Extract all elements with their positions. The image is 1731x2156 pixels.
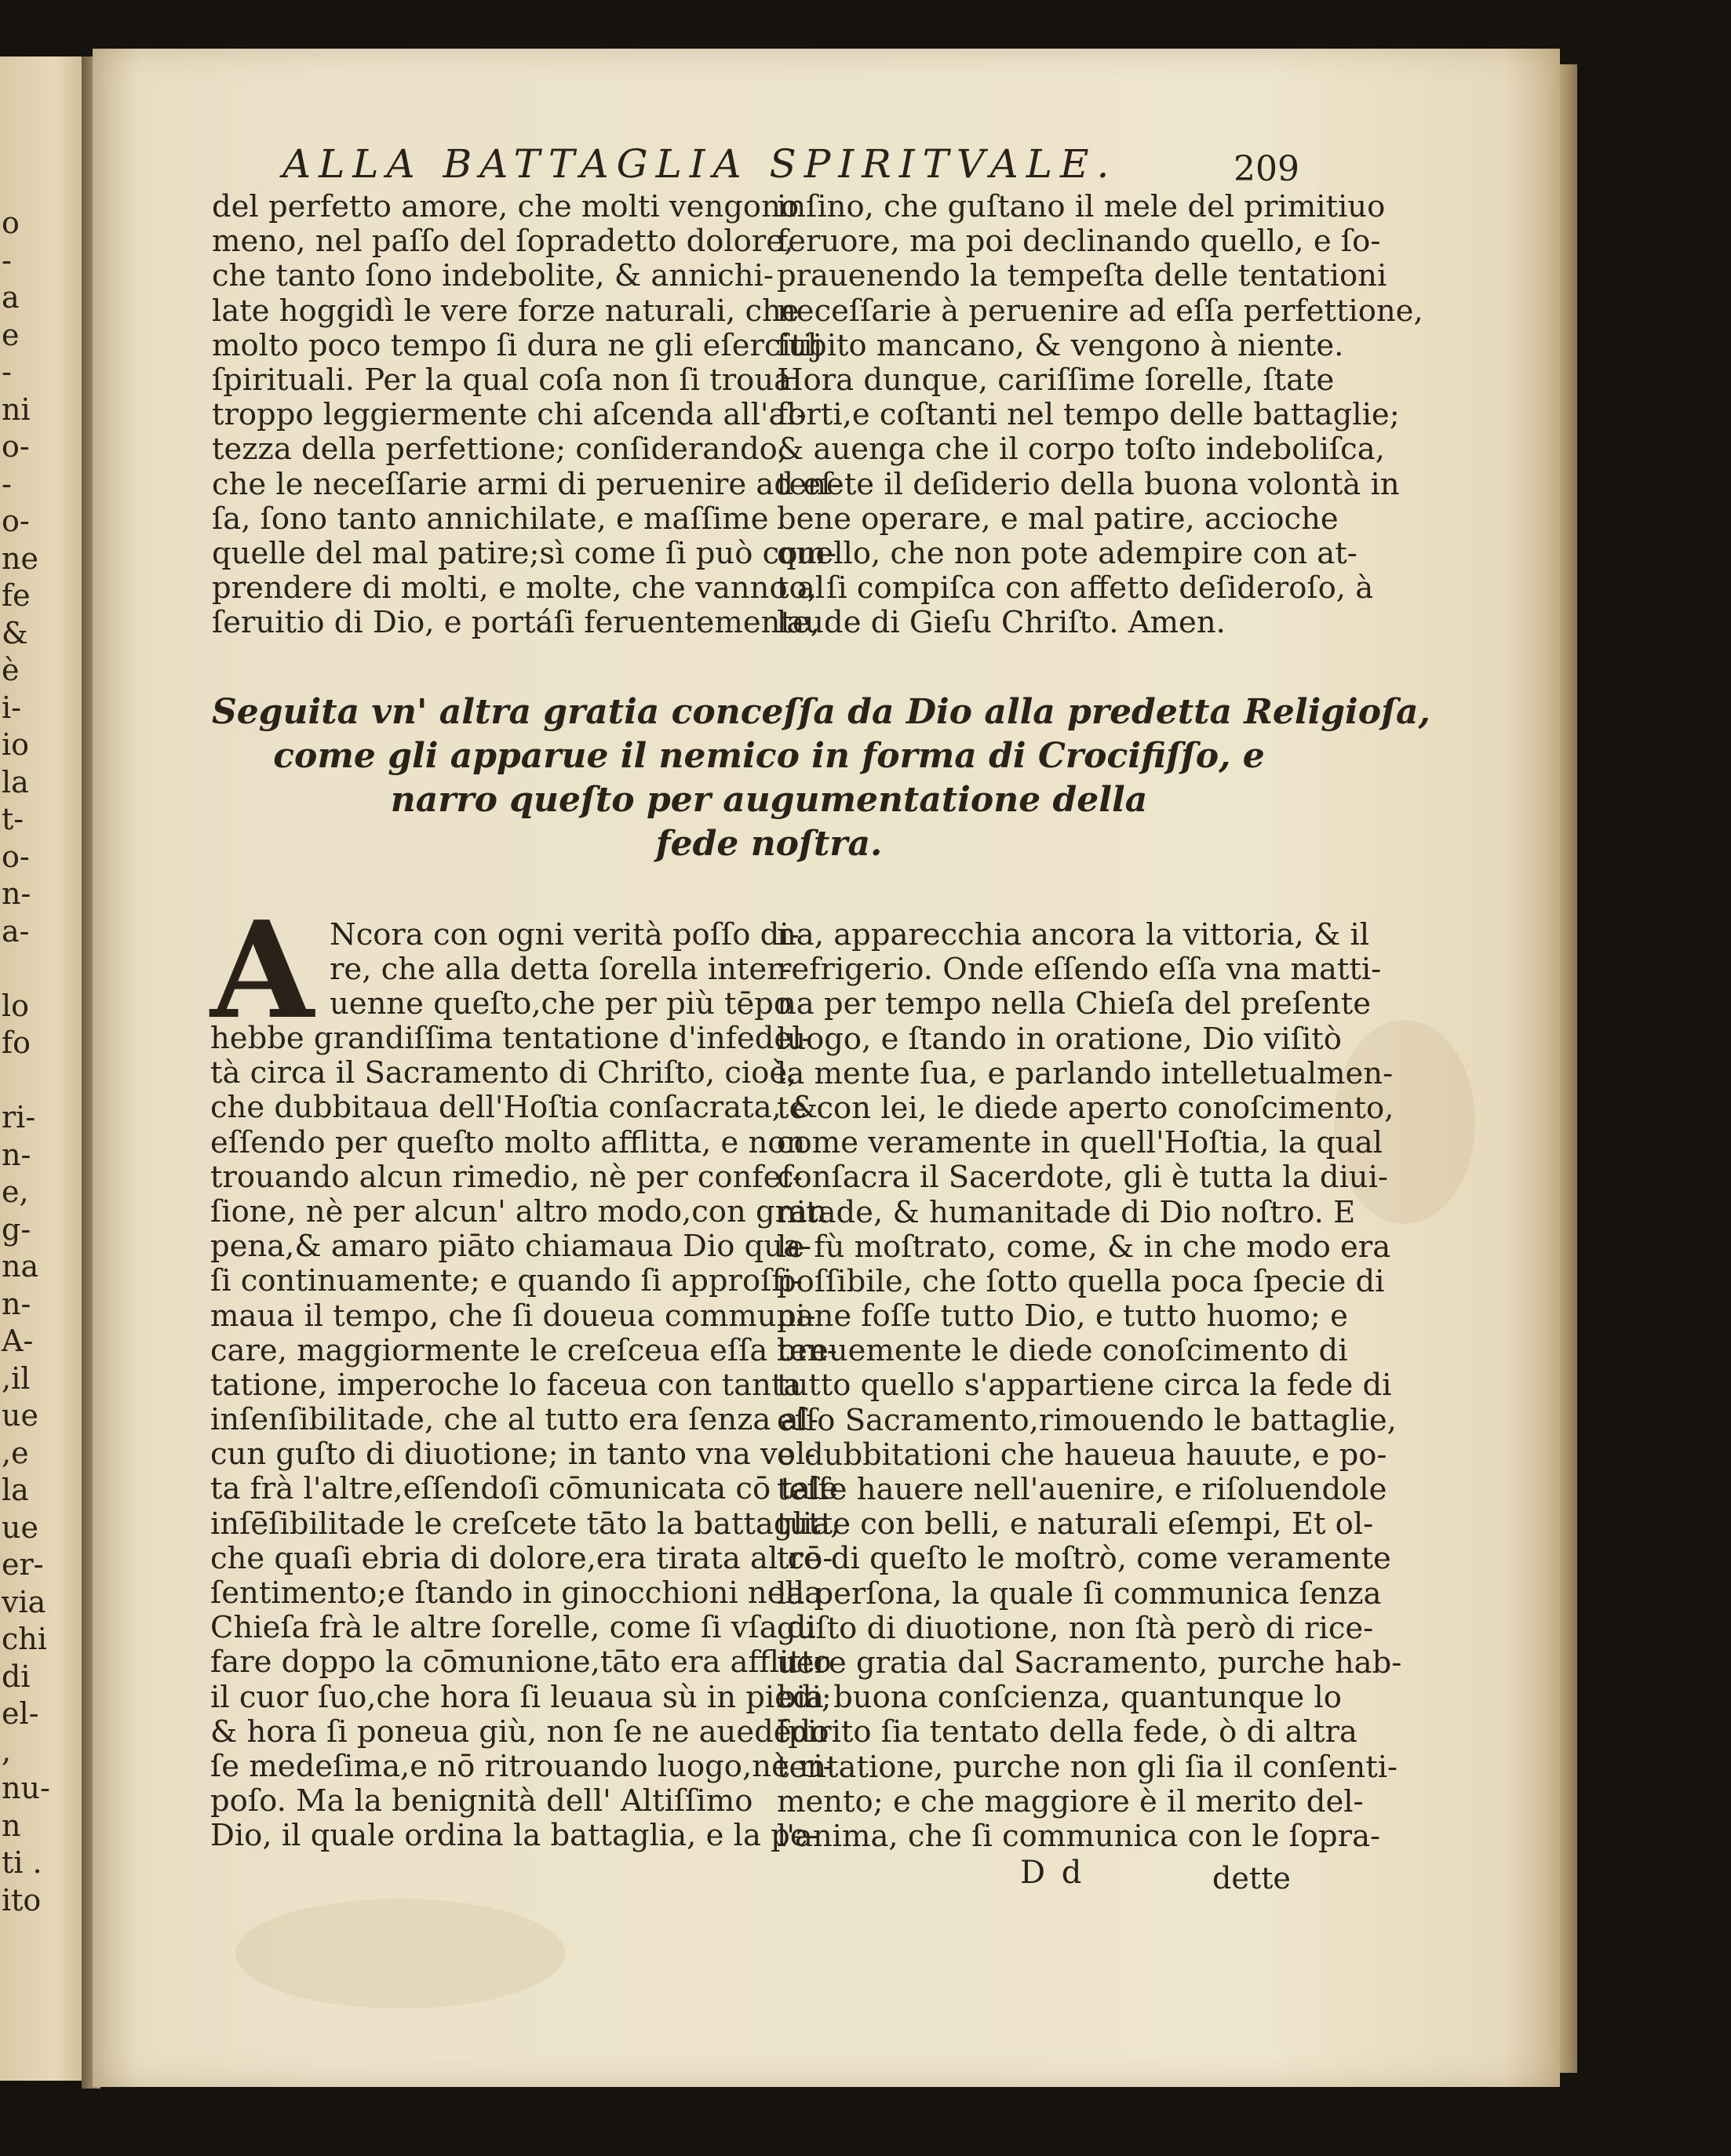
facing-page-fragment: e [2, 317, 20, 352]
text-line: to, ſi compiſca con affetto deſideroſo, à [777, 570, 1374, 606]
text-line: ſubito mancano, & vengono à niente. [777, 327, 1344, 363]
text-line: quelle del mal patire;sì come ſi può com- [212, 535, 836, 571]
text-line: bia buona conſcienza, quantunque lo [777, 1680, 1342, 1716]
text-column-1 [212, 189, 843, 641]
text-line: narro queſto per augumentatione della [390, 780, 1148, 820]
text-line: poſo. Ma la benignità dell' Altiſſimo [210, 1783, 753, 1819]
text-line: ſione, nè per alcun' altro modo,con gran [210, 1193, 827, 1229]
text-line: e dubbitationi che haueua hauute, e po- [777, 1437, 1387, 1473]
text-line: del perfetto amore, che molti vengono [212, 189, 800, 224]
facing-page-fragment: via [2, 1584, 46, 1619]
facing-page-fragment: n [2, 1808, 21, 1843]
text-line: late hoggidì le vere forze naturali, che [212, 293, 800, 329]
text-line: meno, nel paſſo del ſopradetto dolore, [212, 224, 794, 260]
facing-page-fragment: ue [2, 1510, 38, 1545]
text-line: refrigerio. Onde eſſendo eſſa vna matti- [777, 952, 1382, 988]
text-line: te con lei, le diede aperto conoſcimento, [777, 1090, 1394, 1126]
text-line: ſi continuamente; e quando ſi approſſi- [210, 1263, 803, 1299]
text-line: ſa, ſono tanto annichilate, e maſſime [212, 501, 769, 537]
facing-page-fragment: A- [2, 1324, 34, 1358]
text-line: molto poco tempo ſi dura ne gli eſercitij [212, 327, 822, 363]
text-line: Seguita vn' altra gratia conceſſa da Dio alla predetta Religioſa, [212, 692, 1430, 732]
text-line: pena,& amaro piāto chiamaua Dio qua- [210, 1229, 812, 1265]
text-line: care, maggiormente le creſceua eſſa ten- [210, 1332, 837, 1368]
text-line: cun guſto di diuotione; in tanto vna vol- [210, 1437, 816, 1473]
facing-page-fragment: ,e [2, 1435, 29, 1470]
text-line: prendere di molti, e molte, che vanno al [212, 570, 825, 606]
text-line: tà circa il Sacramento di Chriſto, cioè, [210, 1055, 797, 1091]
facing-page-fragment: fe [2, 578, 31, 613]
facing-page-edge [0, 56, 93, 2081]
facing-page-fragment: ti . [2, 1845, 42, 1880]
section-heading [212, 690, 1430, 866]
text-line: il cuor ſuo,che hora ſi leuaua sù in piedi; [210, 1679, 832, 1715]
text-line: pane foſſe tutto Dio, e tutto huomo; e [777, 1298, 1348, 1335]
facing-page-fragment: chi [2, 1622, 47, 1656]
text-line: mento; e che maggiore è il merito del- [777, 1783, 1364, 1819]
facing-page-fragment: - [2, 466, 12, 501]
text-line: hebbe grandiſſima tentatione d'infedel- [210, 1021, 812, 1056]
text-line: feruore, ma poi declinando quello, e ſo- [777, 224, 1381, 260]
text-line: ſe medeſima,e nō ritrouando luogo,nè ri- [210, 1748, 833, 1784]
facing-page-fragment: & [2, 615, 28, 650]
text-line: re, che alla detta ſorella inter- [330, 952, 792, 988]
running-head: ALLA BATTAGLIA SPIRITVALE. [282, 141, 1117, 187]
facing-page-fragment: la [2, 764, 29, 799]
facing-page-fragment: la [2, 1473, 29, 1507]
text-line: tre di queſto le moſtrò, come veramente [777, 1541, 1391, 1577]
text-line: uere gratia dal Sacramento, purche hab- [777, 1644, 1402, 1681]
facing-page-fragment: ue [2, 1398, 38, 1433]
text-line: conſacra il Sacerdote, gli è tutta la diui- [777, 1160, 1388, 1196]
text-line: inſino, che guſtano il mele del primitiuo [777, 189, 1386, 224]
facing-page-fragment: e, [2, 1175, 29, 1209]
text-line: l'anima, che ſi communica con le ſopra- [777, 1818, 1381, 1854]
text-line: Dio, il quale ordina la battaglia, e la pe- [210, 1818, 818, 1854]
text-line: eſſo Sacramento,rimouendo le battaglie, [777, 1402, 1397, 1438]
text-line: che tanto ſono indebolite, & annichi- [212, 258, 774, 294]
facing-page-fragment: nu- [2, 1771, 50, 1805]
facing-page-fragment: ito [2, 1882, 42, 1917]
text-line: na per tempo nella Chieſa del preſente [777, 986, 1371, 1022]
facing-page-fragment: er- [2, 1547, 44, 1582]
text-line: & hora ſi poneua giù, non ſe ne auedēdo [210, 1714, 829, 1750]
text-line: prauenendo la tempeſta delle tentationi [777, 258, 1387, 294]
text-line: eſſendo per queſto molto afflitta, e non [210, 1124, 806, 1160]
facing-page-fragment: ri- [2, 1100, 36, 1134]
facing-page-fragment: ne [2, 541, 38, 576]
facing-page-fragment: , [2, 1733, 12, 1768]
text-line: luogo, e ſtando in oratione, Dio viſitò [777, 1021, 1342, 1057]
facing-page-fragment: n- [2, 1286, 31, 1321]
text-line: nitade, & humanitade di Dio noſtro. E [777, 1194, 1356, 1230]
text-column-4 [777, 917, 1402, 1854]
drop-cap: A [210, 892, 314, 1049]
text-line: bene operare, e mal patire, accioche [777, 501, 1339, 537]
text-line: & auenga che il corpo toſto indeboliſca, [777, 432, 1385, 468]
facing-page-fragment: lo [2, 988, 30, 1023]
paper-stain [235, 1899, 565, 2009]
text-line: ſentimento;e ſtando in ginocchioni nella [210, 1575, 823, 1611]
text-line: inſēſibilitade le creſcete tāto la battaglia, [210, 1506, 840, 1542]
text-line: che le neceſſarie armi di peruenire ad eſ- [212, 466, 843, 502]
facing-page-fragment: o- [2, 429, 30, 464]
facing-page-fragment: ,il [2, 1360, 31, 1396]
text-line: come veramente in quell'Hoſtia, la qual [777, 1125, 1383, 1161]
facing-page-fragment: è [2, 653, 20, 687]
facing-page-fragment: g- [2, 1211, 31, 1247]
facing-page-fragment: el- [2, 1696, 39, 1731]
facing-page-fragment: na [2, 1249, 39, 1284]
text-line: tenete il deſiderio della buona volontà in [777, 466, 1400, 502]
facing-page-fragment: ni [2, 392, 31, 427]
facing-page-fragment: - [2, 355, 12, 389]
facing-page-fragment: n- [2, 1137, 31, 1172]
text-line: che quaſi ebria di dolore,era tirata al cō- [210, 1540, 833, 1576]
text-line: poſſibile, che ſotto quella poca ſpecie di [777, 1263, 1385, 1299]
text-line: na, apparecchia ancora la vittoria, & il [777, 917, 1370, 952]
text-line: tentatione, purche non gli ſia il conſenti- [777, 1749, 1398, 1785]
signature-mark: D d [1020, 1855, 1085, 1891]
text-line: guſto di diuotione, non ſtà però di rice- [777, 1610, 1374, 1646]
facing-page-fragment: di [2, 1659, 31, 1694]
text-line: ta frà l'altre,eſſendoſi cōmunicata cō tale [210, 1471, 838, 1507]
text-line: come gli apparue il nemico in forma di Crocifiſſo, e [273, 736, 1265, 776]
facing-page-fragment: io [2, 727, 30, 762]
text-line: tutte con belli, e naturali eſempi, Et ol- [777, 1506, 1374, 1542]
text-line: troppo leggiermente chi aſcenda all'al- [212, 397, 807, 433]
text-line: maua il tempo, che ſi doueua communi- [210, 1298, 816, 1334]
text-line: fede noſtra. [655, 824, 883, 864]
facing-page-fragment: a- [2, 913, 30, 949]
text-line: forti,e coſtanti nel tempo delle battaglie; [777, 397, 1400, 433]
page-number: 209 [1234, 149, 1299, 189]
text-column-3-top [330, 917, 800, 1022]
text-line: breuemente le diede conoſcimento di [777, 1333, 1348, 1369]
text-line: tezza della perfettione; conſiderando, [212, 432, 788, 468]
text-line: Hora dunque, cariſſime ſorelle, ſtate [777, 362, 1335, 398]
text-line: la perſona, la quale ſi communica ſenza [777, 1575, 1382, 1612]
text-line: ſpirito ſia tentato della fede, ò di altra [777, 1714, 1357, 1750]
text-line: che dubbitaua dell'Hoſtia conſacrata, & [210, 1090, 818, 1126]
facing-page-fragment: fo [2, 1025, 31, 1060]
text-line: neceſſarie à peruenire ad eſſa perfettione, [777, 293, 1423, 329]
catchword: dette [1212, 1861, 1291, 1896]
facing-page-fragment: - [2, 242, 12, 278]
text-column-3 [210, 1021, 840, 1854]
text-line: la mente ſua, e parlando intelletualmen- [777, 1055, 1394, 1091]
text-line: Chieſa frà le altre ſorelle, come ſi vſa di [210, 1610, 816, 1646]
page-edge-stack [1560, 64, 1577, 2073]
text-line: Ncora con ogni verità poſſo di- [330, 917, 800, 952]
text-line: teſſe hauere nell'auenire, e riſoluendole [777, 1472, 1387, 1507]
text-line: ſeruitio di Dio, e portáſi feruentemente, [212, 605, 820, 641]
facing-page-fragment: t- [2, 802, 24, 836]
text-line: fare doppo la cōmunione,tāto era afflitto [210, 1644, 832, 1681]
text-line: le fù moſtrato, come, & in che modo era [777, 1229, 1391, 1265]
text-column-2 [777, 189, 1423, 641]
facing-page-fragment: o [2, 206, 20, 240]
text-line: inſenſibilitade, che al tutto era ſenza al- [210, 1402, 818, 1438]
facing-page-fragment: n- [2, 876, 31, 911]
facing-page-fragment: a [2, 280, 20, 315]
text-line: laude di Gieſu Chriſto. Amen. [777, 605, 1226, 641]
text-line: ſpirituali. Per la qual coſa non ſi troua [212, 362, 793, 398]
text-line: tatione, imperoche lo faceua con tanta [210, 1367, 802, 1403]
text-line: uenne queſto,che per più tēpo [330, 986, 793, 1022]
facing-page-fragment: o- [2, 839, 30, 874]
text-line: tutto quello s'appartiene circa la fede di [777, 1368, 1392, 1404]
facing-page-fragment: i- [2, 690, 21, 725]
facing-page-fragment: o- [2, 504, 30, 538]
text-line: quello, che non pote adempire con at- [777, 535, 1357, 571]
text-line: trouando alcun rimedio, nè per confeſ- [210, 1159, 803, 1195]
